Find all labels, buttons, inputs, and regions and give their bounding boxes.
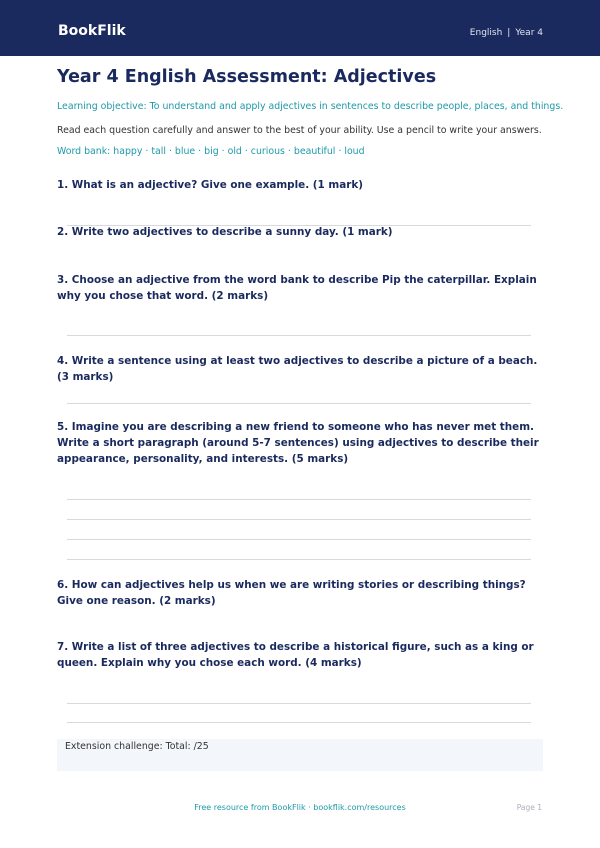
header-meta — [470, 28, 543, 38]
header-year: Year 4 — [515, 28, 543, 38]
answer-line[interactable] — [67, 722, 531, 723]
header-separator: | — [507, 28, 511, 38]
extension-box — [57, 739, 543, 771]
question-1: 1. What is an adjective? Give one example. (1 mark) — [57, 179, 363, 191]
answer-line[interactable] — [67, 403, 531, 404]
extension-text: Extension challenge: Total: /25 — [65, 741, 209, 752]
header-bar — [0, 0, 600, 56]
page-title: Year 4 English Assessment: Adjectives — [57, 67, 437, 87]
answer-line[interactable] — [67, 539, 531, 540]
instructions: Read each question carefully and answer to the best of your ability. Use a pencil to write your answers. — [57, 125, 542, 136]
learning-objective: Learning objective: To understand and apply adjectives in sentences to describe people, places, and things. — [57, 101, 564, 112]
header-subject: English — [469, 28, 503, 38]
answer-line[interactable] — [67, 703, 531, 704]
word-bank: Word bank: happy · tall · blue · big · old · curious · beautiful · loud — [57, 146, 365, 157]
answer-line[interactable] — [67, 519, 531, 520]
question-7: 7. Write a list of three adjectives to describe a historical figure, such as a king or queen. Explain why you chose each word. (4 marks) — [57, 641, 534, 669]
answer-line[interactable] — [67, 559, 531, 560]
page-number: Page 1 — [516, 803, 542, 812]
answer-line[interactable] — [67, 335, 531, 336]
question-6: 6. How can adjectives help us when we are writing stories or describing things? Give one reason. (2 marks) — [57, 579, 526, 607]
question-4: 4. Write a sentence using at least two adjectives to describe a picture of a beach. (3 marks) — [57, 355, 538, 383]
question-5: 5. Imagine you are describing a new friend to someone who has never met them. Write a short paragraph (around 5-7 sentences) using adjectives to describe their appearance, personality, and interests. (5 marks) — [57, 421, 539, 465]
brand-logo-text: BookFlik — [58, 23, 126, 39]
question-3: 3. Choose an adjective from the word bank to describe Pip the caterpillar. Explain why you chose that word. (2 marks) — [57, 274, 537, 302]
question-2: 2. Write two adjectives to describe a sunny day. (1 mark) — [57, 226, 393, 238]
footer-link[interactable]: Free resource from BookFlik · bookflik.com/resources — [194, 803, 406, 812]
answer-line[interactable] — [67, 499, 531, 500]
